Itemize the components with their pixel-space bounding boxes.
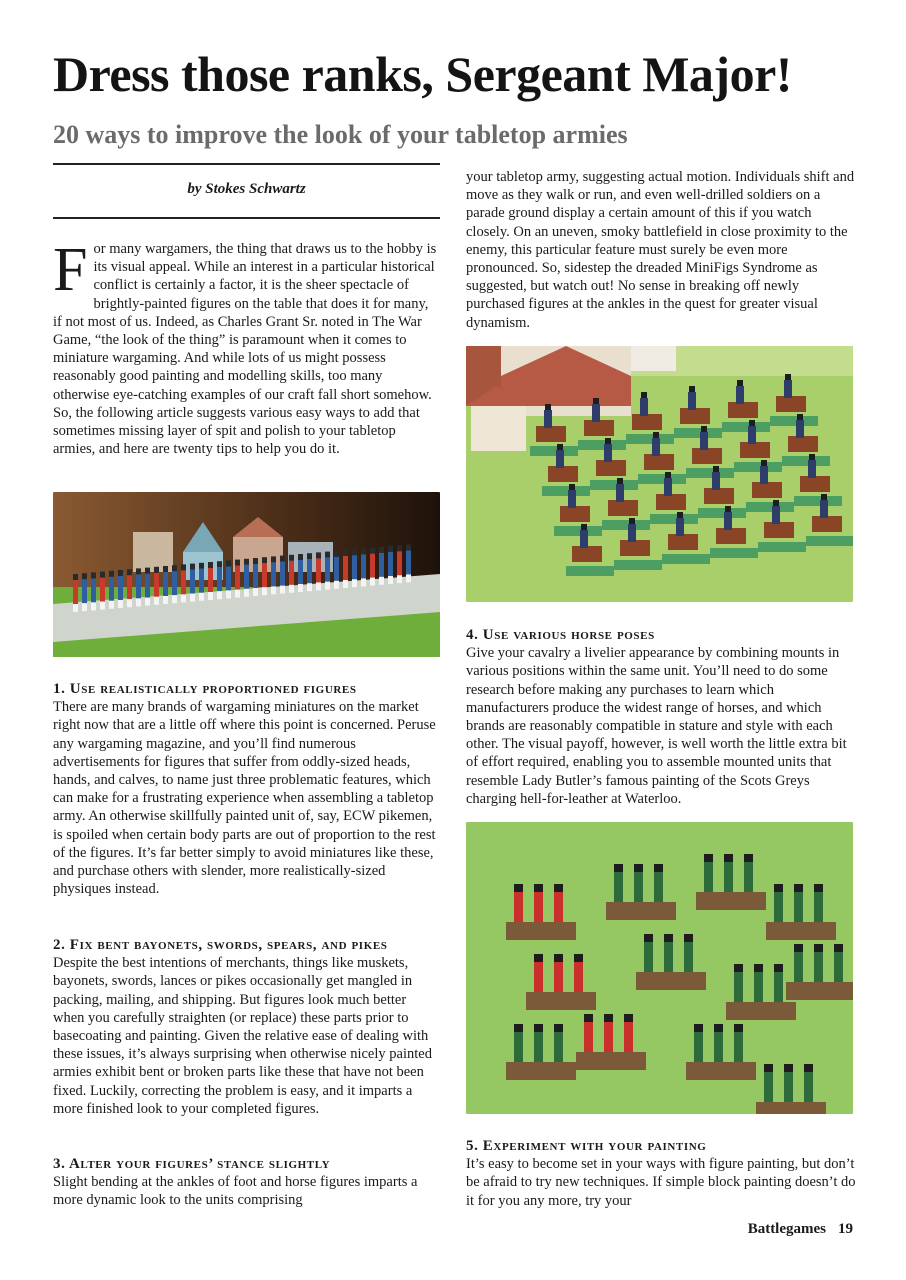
drop-cap: F <box>53 236 88 304</box>
tip-2-heading: 2. Fix bent bayonets, swords, spears, and pikes <box>53 937 388 953</box>
tip-3-continued <box>466 168 856 332</box>
tip-4 <box>466 626 856 808</box>
intro-text: or many wargamers, the thing that draws us to the hobby is its visual appeal. While an interest in a particular historical conflict is certainly a factor, it is the sheer spectacle of brightly-painted figures on the table that does it for many, if not most of us. Indeed, as Charles Grant Sr. noted in The War Game, “the look of the thing” is paramount when it comes to miniature wargaming. And while lots of us might possess reasonably good painting and modelling skills, too many otherwise eye-catching examples of our craft fall short somehow. So, the following article suggests various easy ways to add that sometimes missing layer of spit and polish to your tabletop armies, and here are twenty tips to help you do it. <box>53 241 437 458</box>
photo-skirmishers <box>466 822 853 1114</box>
tip-3-body-continued: your tabletop army, suggesting actual motion. Individuals shift and move as they walk or run, and even well-drilled soldiers on a parade ground display a certain amount of this if you watch closely. On an uneven, smoky battlefield in close proximity to the enemy, this particular feature must surely be even more pronounced. So, sidestep the dreaded MiniFigs Syndrome as suggested, but watch out! No sense in breaking off newly purchased figures at the ankles in the quest for greater visual dynamism. <box>466 169 855 331</box>
page-number: 19 <box>838 1221 853 1237</box>
tip-5 <box>466 1137 856 1210</box>
photo-infantry-line <box>53 492 440 657</box>
tip-4-heading: 4. Use various horse poses <box>466 627 655 643</box>
tip-3 <box>53 1155 440 1210</box>
tip-5-heading: 5. Experiment with your painting <box>466 1138 707 1154</box>
tip-2-body: Despite the best intentions of merchants, things like muskets, bayonets, swords, lances or pikes occasionally get mangled in packing, mailing, and shipping. But figures look much better when you carefully straighten (or replace) these parts prior to basecoating and painting. Given the relative ease of dealing with these issues, it’s always surprising when otherwise nicely painted armies exhibit bent or broken parts like these that have not been fixed. Luckily, correcting the problem is easy, and it imparts a more finished look to your completed figures. <box>53 955 432 1117</box>
magazine-name: Battlegames <box>747 1221 826 1237</box>
tip-2 <box>53 936 440 1118</box>
tip-1-body: There are many brands of wargaming miniatures on the market right now that are a little off where this point is concerned. Peruse any wargaming magazine, and you’ll find numerous advertisements for figures that suffer from oddly-sized heads, hands, and calves, to name just three problematic features, which can make for a frustrating experience when assembling a tabletop army. An otherwise skillfully painted unit of, say, ECW pikemen, is spoiled when certain body parts are out of proportion to the rest of the figures. It’s far better simply to avoid miniatures like these, and purchase others with slender, more realistically-sized physiques instead. <box>53 699 436 898</box>
tip-5-body: It’s easy to become set in your ways with figure painting, but don’t be afraid to try new techniques. If simple block painting doesn’t do it for you any more, try your <box>466 1156 856 1209</box>
byline-bottom-rule <box>53 217 440 219</box>
byline-top-rule <box>53 163 440 165</box>
tip-1-heading: 1. Use realistically proportioned figures <box>53 681 357 697</box>
byline: by Stokes Schwartz <box>187 181 306 197</box>
tip-4-body: Give your cavalry a livelier appearance by combining mounts in various positions within the same unit. You’ll need to do some research before making any purchases to learn which manufacturers produce the widest range of horses, and which brands are reasonably compatible in stature and style with each other. The visual payoff, however, is well worth the little extra bit of effort required, enabling you to assemble mounted units that resemble Lady Butler’s famous painting of the Scots Greys charging hell-for-leather at Waterloo. <box>466 645 847 807</box>
intro-paragraph <box>53 236 440 458</box>
article-title: Dress those ranks, Sergeant Major! <box>53 46 792 102</box>
tip-3-body-start: Slight bending at the ankles of foot and horse figures imparts a more dynamic look to the units comprising <box>53 1174 418 1209</box>
article-subtitle: 20 ways to improve the look of your tabletop armies <box>53 120 628 149</box>
photo-cavalry <box>466 346 853 602</box>
tip-1 <box>53 680 440 898</box>
page-footer <box>748 1221 853 1238</box>
tip-3-heading: 3. Alter your figures’ stance slightly <box>53 1156 331 1172</box>
